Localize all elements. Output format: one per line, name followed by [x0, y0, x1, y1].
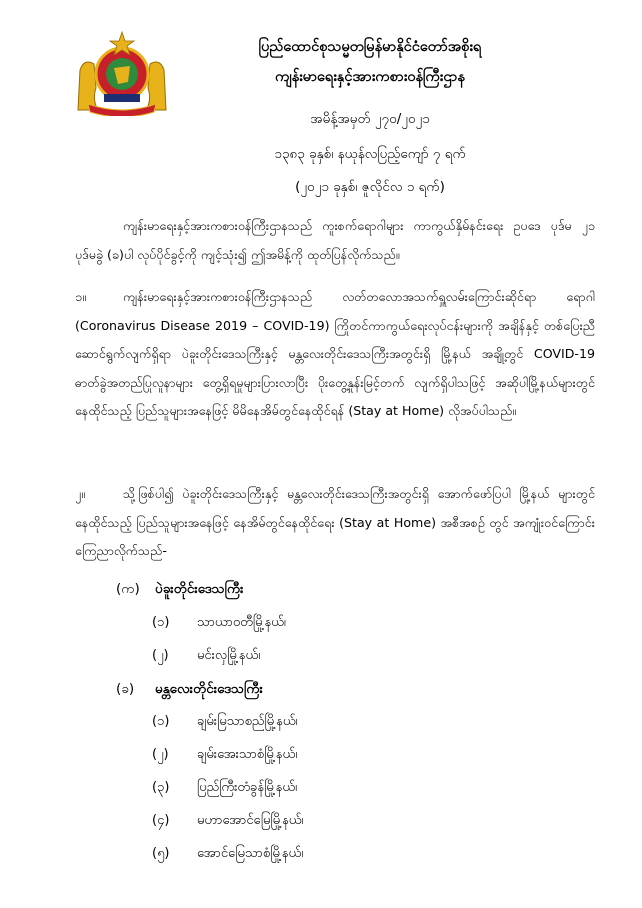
township-marker: (၄): [152, 813, 170, 828]
paragraph-1-number: ၁။: [75, 289, 86, 304]
region-name: မန္တလေးတိုင်းဒေသကြီး: [155, 681, 263, 697]
government-title: ပြည်ထောင်စုသမ္မတမြန်မာနိုင်ငံတော်အစိုးရ: [258, 39, 482, 55]
township-name: သာယာဝတီမြို့နယ်၊: [197, 615, 286, 630]
region-name: ပဲခူးတိုင်းဒေသကြီး: [155, 581, 244, 597]
paragraph-2-number: ၂။: [75, 486, 85, 501]
township-marker: (၂): [152, 747, 169, 762]
township-name: မင်းလှမြို့နယ်၊: [197, 648, 261, 663]
township-marker: (၃): [152, 780, 170, 795]
paragraph-1: [75, 283, 595, 426]
order-number: အမိန့်အမှတ် ၂၇၀/၂၀၂၁: [310, 111, 430, 127]
township-marker: (၂): [152, 648, 169, 663]
township-name: ချမ်းအေးသာစံမြို့နယ်၊: [197, 747, 298, 762]
intro-paragraph: ကျန်းမာရေးနှင့်အားကစားဝန်ကြီးဌာနသည် ကူးစက်ရောဂါများ ကာကွယ်နှိမ်နင်းရေး ဥပဒေ ပုဒ်မ ၂၁ ပုဒ်မခွဲ (ခ)ပါ လုပ်ပိုင်ခွင့်ကို ကျင့်သုံး၍ ဤအမိန့်ကို ထုတ်ပြန်လိုက်သည်။: [75, 218, 595, 262]
township-marker: (၁): [152, 615, 170, 630]
paragraph-2-text: သို့ဖြစ်ပါ၍ ပဲခူးတိုင်းဒေသကြီးနှင့် မန္တလေးတိုင်းဒေသကြီးအတွင်းရှိ အောက်ဖော်ပြပါ မြို့နယ် များတွင် နေထိုင်သည့် ပြည်သူများအနေဖြင့် နေအိမ်တွင်နေထိုင်ရေး (Stay at Home) အစီအစဉ် တွင် အကျုံးဝင်ကြောင်း ကြေညာလိုက်သည်-: [75, 486, 595, 558]
township-name: မဟာအောင်မြေမြို့နယ်၊: [197, 813, 304, 828]
region-marker: (က): [116, 581, 140, 597]
ministry-title: ကျန်းမာရေးနှင့်အားကစားဝန်ကြီးဌာန: [275, 69, 465, 85]
region-marker: (ခ): [116, 681, 135, 697]
paragraph-1-text: ကျန်းမာရေးနှင့်အားကစားဝန်ကြီးဌာနသည် လတ်တလောအသက်ရှူလမ်းကြောင်းဆိုင်ရာ ရောဂါ (Coronavirus Disease 2019 – COVID-19) ကြိုတင်ကာကွယ်ရေးလုပ်ငန်းများကို အချိန်နှင့် တစ်ပြေးညီ ဆောင်ရွက်လျက်ရှိရာ ပဲခူးတိုင်းဒေသကြီးနှင့် မန္တလေးတိုင်းဒေသကြီးအတွင်းရှိ မြို့နယ် အချို့တွင် COVID-19 ဓာတ်ခွဲအတည်ပြုလူနာများ တွေ့ရှိရမှုများပြားလာပြီး ပိုးတွေ့နှုန်းမြင့်တက် လျက်ရှိပါသဖြင့် အဆိုပါမြို့နယ်များတွင်နေထိုင်သည့် ပြည်သူများအနေဖြင့် မိမိနေအိမ်တွင်နေထိုင်ရန် (Stay at Home) လိုအပ်ပါသည်။: [75, 289, 595, 418]
paragraph-2: [75, 480, 595, 566]
township-marker: (၁): [152, 714, 170, 729]
order-date-gregorian: (၂၀၂၁ ခုနှစ်၊ ဇူလိုင်လ ၁ ရက်): [295, 179, 445, 195]
township-name: ချမ်းမြသာစည်မြို့နယ်၊: [197, 714, 298, 729]
township-marker: (၅): [152, 846, 170, 861]
township-name: အောင်မြေသာစံမြို့နယ်၊: [197, 846, 304, 861]
order-date-myanmar: ၁၃၈၃ ခုနှစ်၊ နယုန်လပြည့်ကျော် ၇ ရက်: [274, 146, 466, 162]
township-name: ပြည်ကြီးတံခွန်မြို့နယ်၊: [197, 780, 298, 795]
